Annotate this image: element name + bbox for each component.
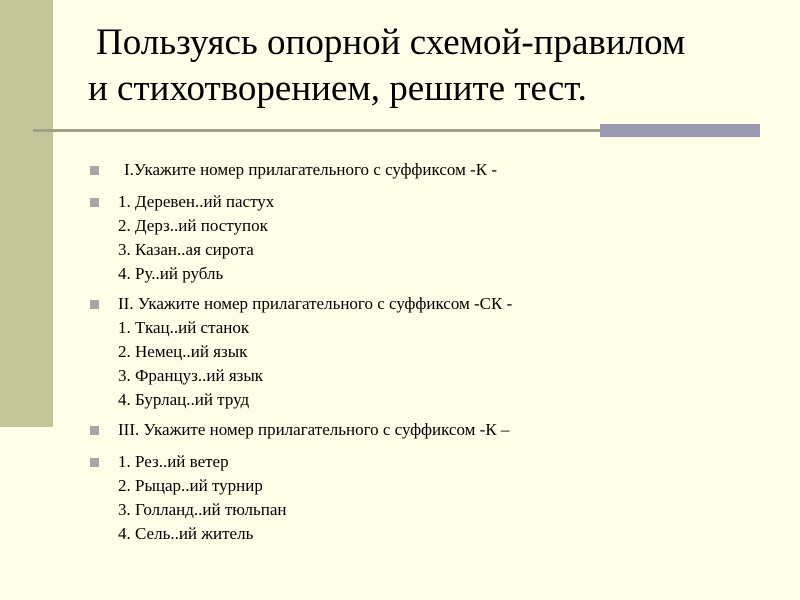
left-decorative-bar <box>0 0 53 427</box>
list-item <box>90 158 780 182</box>
list-item-line: 2. Рыцар..ий турнир <box>118 476 263 495</box>
list-item <box>90 418 780 442</box>
list-item-line: II. Укажите номер прилагательного с суффиксом -СК - <box>118 294 513 313</box>
slide-title <box>88 20 778 112</box>
square-bullet-icon <box>90 166 99 175</box>
list-item-line: 3. Голланд..ий тюльпан <box>118 500 287 519</box>
list-item <box>90 450 780 546</box>
title-line-1: Пользуясь опорной схемой-правилом <box>96 22 686 63</box>
list-item-line: 3. Казан..ая сирота <box>118 240 254 259</box>
list-item-line: 4. Сель..ий житель <box>118 524 254 543</box>
list-item <box>90 190 780 286</box>
list-item-line: 3. Француз..ий язык <box>118 366 264 385</box>
list-item-line: 2. Немец..ий язык <box>118 342 248 361</box>
list-item-line: III. Укажите номер прилагательного с суффиксом -К – <box>118 420 510 439</box>
title-divider-accent <box>600 124 760 137</box>
title-divider <box>33 129 600 132</box>
slide-content <box>90 158 780 546</box>
title-line-2: и стихотворением, решите тест. <box>88 68 587 109</box>
square-bullet-icon <box>90 426 99 435</box>
square-bullet-icon <box>90 198 99 207</box>
square-bullet-icon <box>90 300 99 309</box>
list-item-line: 1. Деревен..ий пастух <box>118 192 275 211</box>
list-item-line: 1. Рез..ий ветер <box>118 452 229 471</box>
list-item-line: 1. Ткац..ий станок <box>118 318 250 337</box>
list-item-line: 2. Дерз..ий поступок <box>118 216 268 235</box>
square-bullet-icon <box>90 458 99 467</box>
list-item <box>90 292 780 412</box>
list-item-line: 4. Бурлац..ий труд <box>118 390 250 409</box>
list-item-line: 4. Ру..ий рубль <box>118 264 224 283</box>
list-item-line: I.Укажите номер прилагательного с суффиксом -К - <box>124 160 498 179</box>
